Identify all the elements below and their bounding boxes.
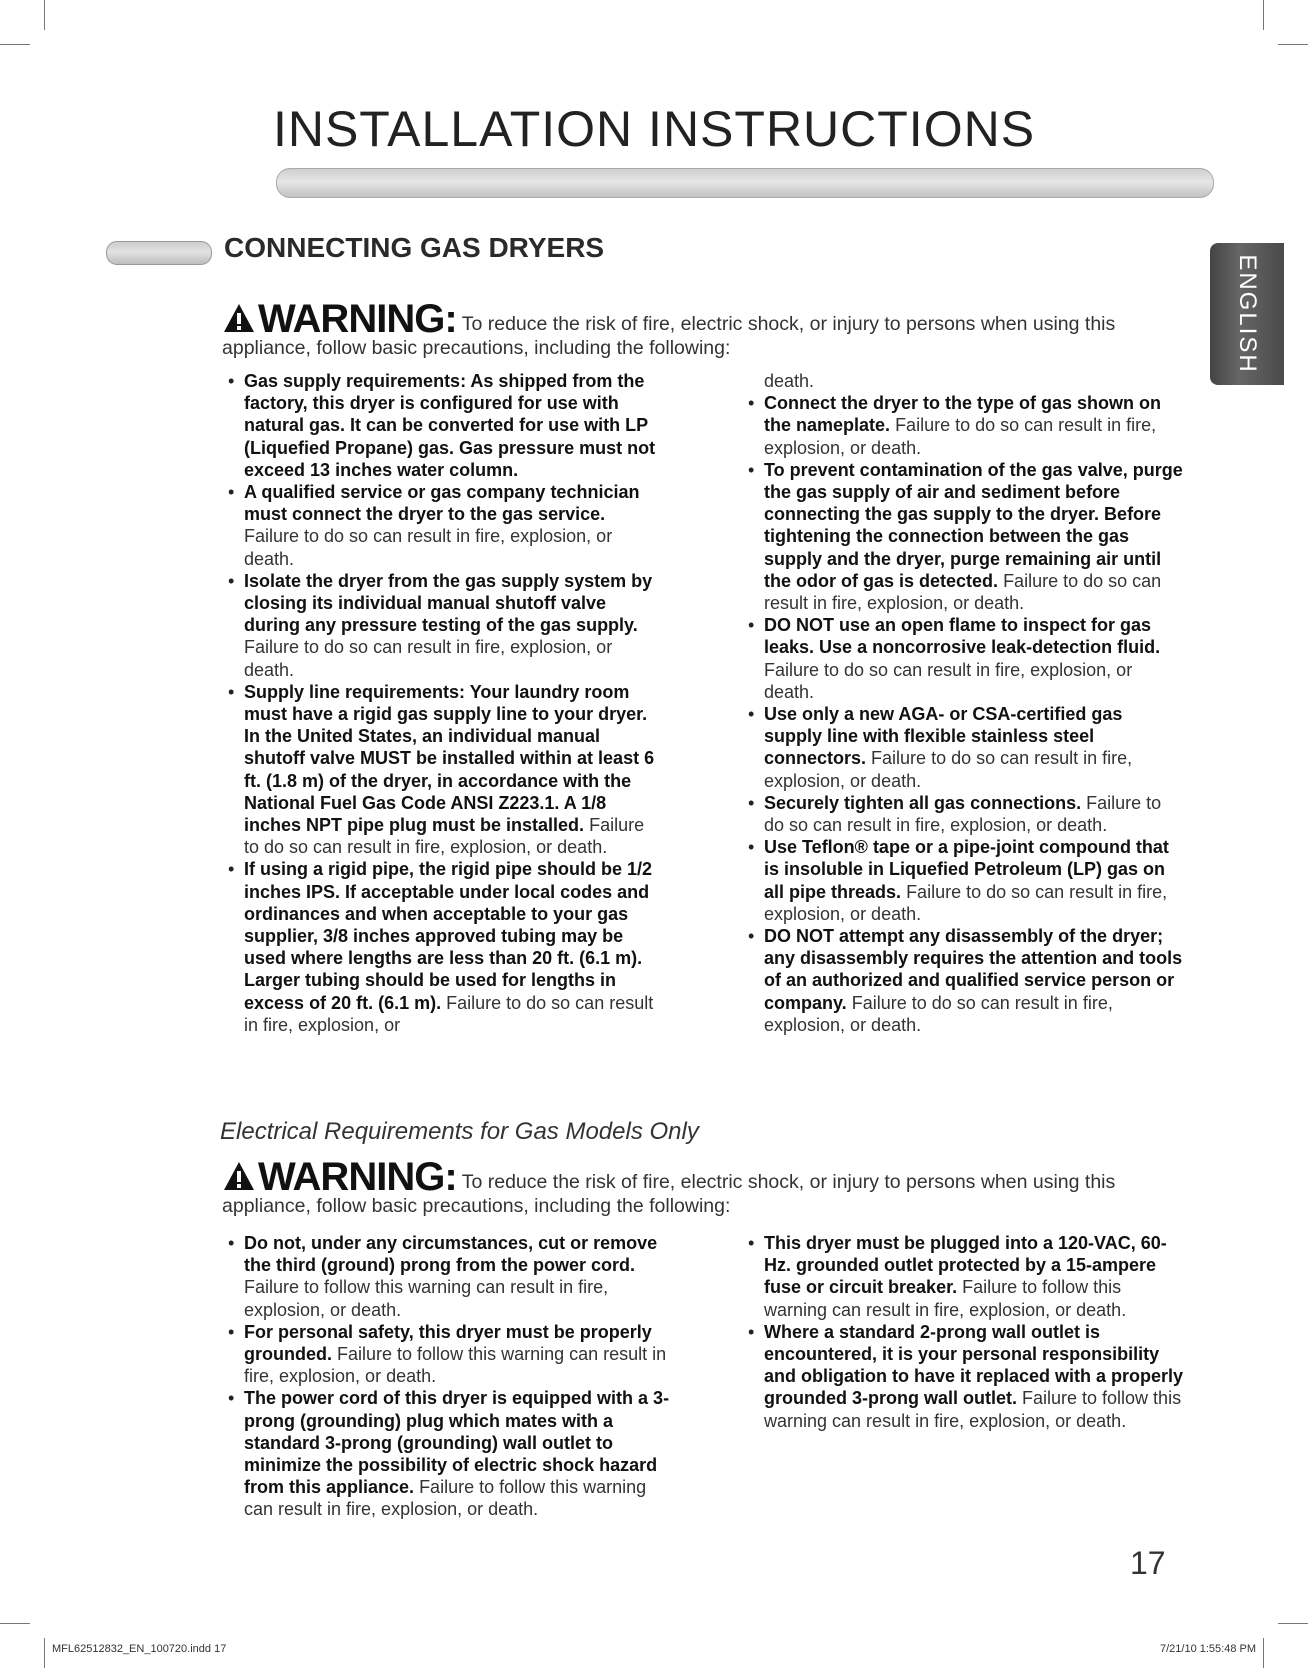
electrical-right-column bbox=[744, 1232, 1184, 1432]
warning-triangle-icon bbox=[222, 302, 256, 334]
crop-mark bbox=[0, 1623, 30, 1624]
gas-right-column bbox=[744, 370, 1184, 1036]
list-item: • To prevent contamination of the gas valve, purge the gas supply of air and sediment before connecting the gas supply to the dryer. Before tightening the connection between the gas supply and the dryer, purge remaining air until the odor of gas is detected. Failure to do so can result in fire, explosion, or death. bbox=[744, 459, 1184, 614]
warning-label: WARNING: bbox=[258, 297, 457, 341]
language-tab-label: ENGLISH bbox=[1234, 254, 1261, 374]
list-item: • Do not, under any circumstances, cut or remove the third (ground) prong from the power cord. Failure to follow this warning can result in fire, explosion, or death. bbox=[224, 1232, 674, 1321]
footer-filename: MFL62512832_EN_100720.indd 17 bbox=[52, 1643, 227, 1655]
section-title: CONNECTING GAS DRYERS bbox=[224, 232, 605, 263]
crop-mark bbox=[44, 1638, 45, 1668]
page-number: 17 bbox=[1130, 1545, 1166, 1581]
list-item: • DO NOT use an open flame to inspect for gas leaks. Use a noncorrosive leak-detection fluid. Failure to do so can result in fire, explosion, or death. bbox=[744, 614, 1184, 703]
list-item: • Where a standard 2-prong wall outlet is encountered, it is your personal responsibility and obligation to have it replaced with a properly grounded 3-prong wall outlet. Failure to follow this warning can result in fire, explosion, or death. bbox=[744, 1321, 1184, 1432]
language-tab bbox=[1210, 243, 1284, 385]
list-item: • A qualified service or gas company technician must connect the dryer to the gas service. Failure to do so can result in fire, explosion, or death. bbox=[224, 481, 664, 570]
warning-text: To reduce the risk of fire, electric shock, or injury to persons when using this appliance, follow basic precautions, including the following: bbox=[222, 313, 1116, 359]
section-marker-pill bbox=[106, 241, 212, 265]
electrical-subheading: Electrical Requirements for Gas Models Only bbox=[220, 1118, 699, 1145]
list-item: • Use Teflon® tape or a pipe-joint compound that is insoluble in Liquefied Petroleum (LP) gas on all pipe threads. Failure to do so can result in fire, explosion, or death. bbox=[744, 836, 1184, 925]
crop-mark bbox=[1278, 44, 1308, 45]
electrical-left-column bbox=[224, 1232, 674, 1521]
warning-block bbox=[222, 297, 1182, 360]
list-item: • This dryer must be plugged into a 120-VAC, 60-Hz. grounded outlet protected by a 15-ampere fuse or circuit breaker. Failure to follow this warning can result in fire, explosion, or death. bbox=[744, 1232, 1184, 1321]
crop-mark bbox=[1278, 1623, 1308, 1624]
warning-triangle-icon bbox=[222, 1160, 256, 1192]
list-item: • Use only a new AGA- or CSA-certified gas supply line with flexible stainless steel connectors. Failure to do so can result in fire, explosion, or death. bbox=[744, 703, 1184, 792]
list-item: • Connect the dryer to the type of gas shown on the nameplate. Failure to do so can result in fire, explosion, or death. bbox=[744, 392, 1184, 459]
list-item: • For personal safety, this dryer must be properly grounded. Failure to follow this warning can result in fire, explosion, or death. bbox=[224, 1321, 674, 1388]
list-item: • DO NOT attempt any disassembly of the dryer; any disassembly requires the attention and tools of an authorized and qualified service person or company. Failure to do so can result in fire, explosion, or death. bbox=[744, 925, 1184, 1036]
list-item: • The power cord of this dryer is equipped with a 3-prong (grounding) plug which mates with a standard 3-prong (grounding) wall outlet to minimize the possibility of electric shock hazard from this appliance. Failure to follow this warning can result in fire, explosion, or death. bbox=[224, 1387, 674, 1520]
list-item: • Securely tighten all gas connections. Failure to do so can result in fire, explosion, or death. bbox=[744, 792, 1184, 836]
title-decoration-bar bbox=[276, 168, 1214, 198]
list-item: • Gas supply requirements: As shipped from the factory, this dryer is configured for use with natural gas. It can be converted for use with LP (Liquefied Propane) gas. Gas pressure must not exceed 13 inches water column. bbox=[224, 370, 664, 481]
list-item: • If using a rigid pipe, the rigid pipe should be 1/2 inches IPS. If acceptable under local codes and ordinances and when acceptable to your gas supplier, 3/8 inches approved tubing may be used where lengths are less than 20 ft. (6.1 m). Larger tubing should be used for lengths in excess of 20 ft. (6.1 m). Failure to do so can result in fire, explosion, or bbox=[224, 858, 664, 1036]
page-title: INSTALLATION INSTRUCTIONS bbox=[272, 101, 1036, 157]
crop-mark bbox=[0, 44, 30, 45]
warning-text: To reduce the risk of fire, electric shock, or injury to persons when using this appliance, follow basic precautions, including the following: bbox=[222, 1171, 1116, 1217]
crop-mark bbox=[1263, 0, 1264, 30]
crop-mark bbox=[44, 0, 45, 30]
crop-mark bbox=[1263, 1638, 1264, 1668]
footer-timestamp: 7/21/10 1:55:48 PM bbox=[1159, 1643, 1256, 1655]
gas-left-column bbox=[224, 370, 664, 1036]
warning-label: WARNING: bbox=[258, 1155, 457, 1199]
list-item: • Supply line requirements: Your laundry room must have a rigid gas supply line to your dryer. In the United States, an individual manual shutoff valve MUST be installed within at least 6 ft. (1.8 m) of the dryer, in accordance with the National Fuel Gas Code ANSI Z223.1. A 1/8 inches NPT pipe plug must be installed. Failure to do so can result in fire, explosion, or death. bbox=[224, 681, 664, 859]
list-continuation: death. bbox=[764, 371, 815, 391]
list-item: • Isolate the dryer from the gas supply system by closing its individual manual shutoff valve during any pressure testing of the gas supply. Failure to do so can result in fire, explosion, or death. bbox=[224, 570, 664, 681]
warning-block bbox=[222, 1155, 1182, 1218]
